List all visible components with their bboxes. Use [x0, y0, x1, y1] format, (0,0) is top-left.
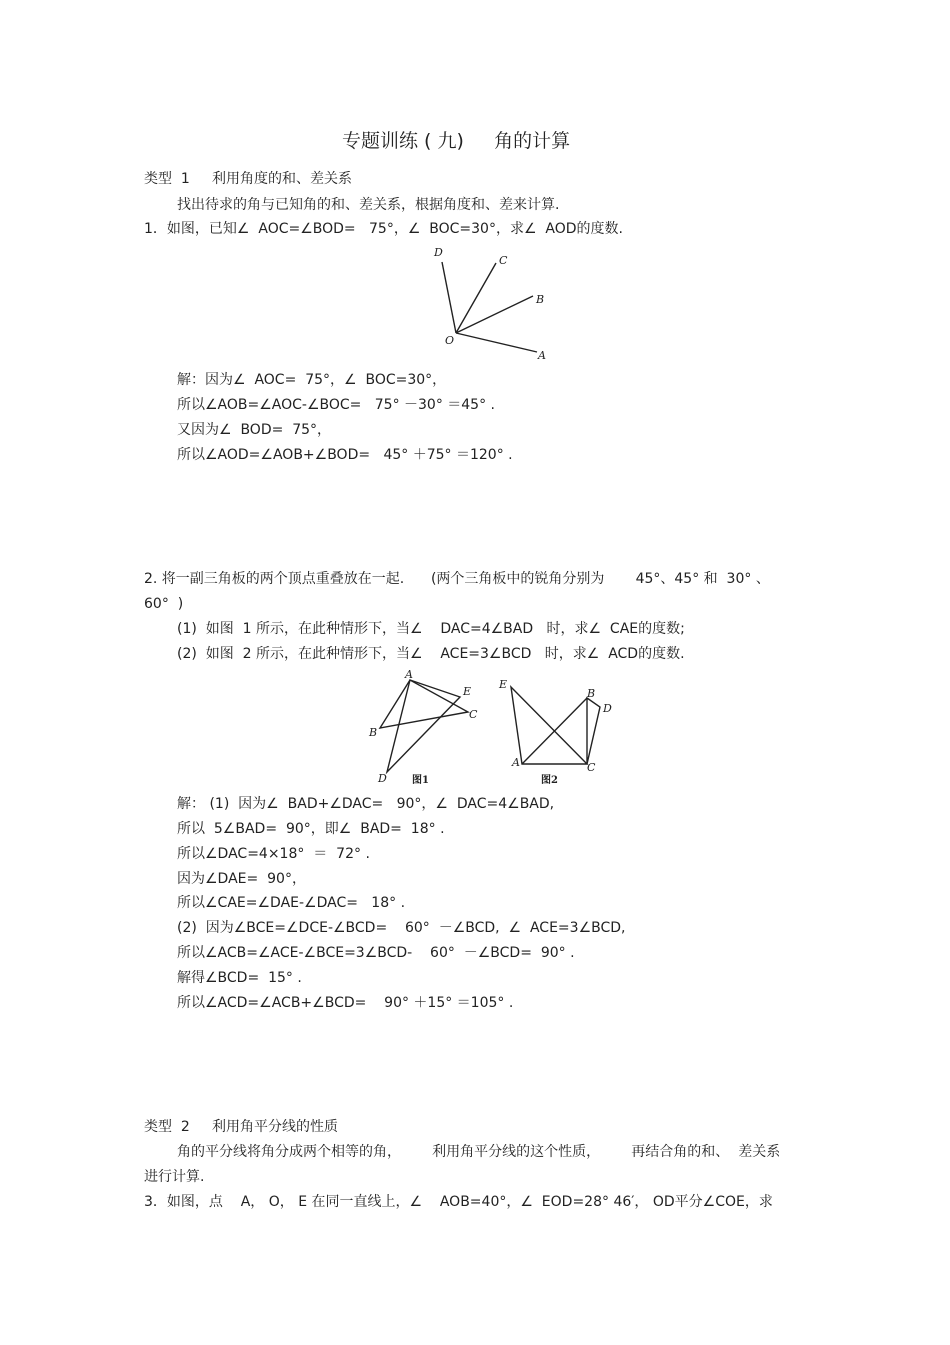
triangle-abc — [380, 680, 468, 728]
section-heading-type1: 类型 1 利用角度的和、差关系 — [144, 171, 353, 187]
label-d: D — [434, 246, 443, 259]
label-d: D — [378, 772, 387, 785]
label-b: B — [369, 726, 378, 739]
question-2-part2: (2) 如图 2 所示，在此种情形下，当∠ ACE=3∠BCD 时，求∠ ACD的度数. — [177, 646, 685, 662]
q2-solution-line: (2) 因为∠BCE=∠DCE-∠BCD= 60° －∠BCD, ∠ ACE=3∠BCD, — [177, 920, 626, 936]
ray-oc — [456, 263, 496, 333]
label-a: A — [512, 756, 520, 769]
q2-solution-line: 解： (1) 因为∠ BAD+∠DAC= 90°，∠ DAC=4∠BAD, — [177, 796, 555, 812]
triangle-ace — [511, 687, 587, 764]
section-intro-type2-line1: 角的平分线将角分成两个相等的角， 利用角平分线的这个性质， 再结合角的和、 差关系 — [177, 1144, 781, 1160]
section-intro-type2-line2: 进行计算. — [144, 1169, 205, 1185]
section-heading-type2: 类型 2 利用角平分线的性质 — [144, 1119, 339, 1135]
q2-solution-line: 所以∠DAC=4×18° ＝ 72° . — [177, 846, 370, 862]
question-2-line1: 2. 将一副三角板的两个顶点重叠放在一起. (两个三角板中的锐角分别为 45°、45° 和 30° 、 — [144, 571, 770, 587]
label-c: C — [469, 708, 478, 721]
ray-ob — [456, 296, 533, 333]
q2-solution-line: 所以∠ACD=∠ACB+∠BCD= 90° ＋15° ＝105° . — [177, 995, 514, 1011]
q2-solution-line: 解得∠BCD= 15° . — [177, 970, 302, 986]
question-3: 3．如图，点 A， O， E 在同一直线上，∠ AOB=40°，∠ EOD=28° 46′， OD平分∠COE，求 — [144, 1194, 773, 1210]
q1-solution-line: 解：因为∠ AOC= 75°，∠ BOC=30°， — [177, 372, 447, 388]
label-d: D — [603, 702, 612, 715]
q1-solution-line: 又因为∠ BOD= 75°， — [177, 422, 332, 438]
label-c: C — [499, 254, 508, 267]
triangle-bcd — [587, 698, 600, 764]
question-2-part1: (1) 如图 1 所示，在此种情形下，当∠ DAC=4∠BAD 时，求∠ CAE的度数; — [177, 621, 685, 637]
figure-q1 — [420, 240, 580, 370]
label-b: B — [536, 293, 545, 306]
q1-solution-line: 所以∠AOB=∠AOC-∠BOC= 75° －30° ＝45° . — [177, 397, 495, 413]
label-b: B — [587, 687, 596, 700]
q2-solution-line: 所以∠CAE=∠DAE-∠DAC= 18° . — [177, 895, 406, 911]
q2-solution-line: 所以∠ACB=∠ACE-∠BCE=3∠BCD- 60° －∠BCD= 90° . — [177, 945, 575, 961]
q2-solution-line: 所以 5∠BAD= 90°，即∠ BAD= 18° . — [177, 821, 445, 837]
question-1: 1．如图，已知∠ AOC=∠BOD= 75°，∠ BOC=30°，求∠ AOD的度数. — [144, 221, 624, 237]
label-c: C — [587, 761, 596, 774]
ray-oa — [456, 333, 537, 352]
label-e: E — [499, 678, 508, 691]
figure-q2-1 — [360, 670, 490, 790]
figure-caption-2: 图2 — [541, 775, 558, 786]
q1-solution-line: 所以∠AOD=∠AOB+∠BOD= 45° ＋75° ＝120° . — [177, 447, 513, 463]
page-title: 专题训练 ( 九) 角的计算 — [342, 130, 571, 152]
q2-solution-line: 因为∠DAE= 90°， — [177, 871, 306, 887]
label-a: A — [405, 668, 413, 681]
figure-q2-2 — [500, 672, 620, 790]
ray-od — [442, 262, 456, 333]
triangle-ade — [387, 680, 460, 772]
label-a: A — [538, 349, 546, 362]
label-o: O — [445, 334, 455, 347]
section-intro-type1: 找出待求的角与已知角的和、差关系，根据角度和、差来计算. — [177, 197, 560, 213]
question-2-line2: 60° ) — [144, 596, 184, 612]
label-e: E — [463, 685, 472, 698]
figure-caption-1: 图1 — [412, 775, 429, 786]
